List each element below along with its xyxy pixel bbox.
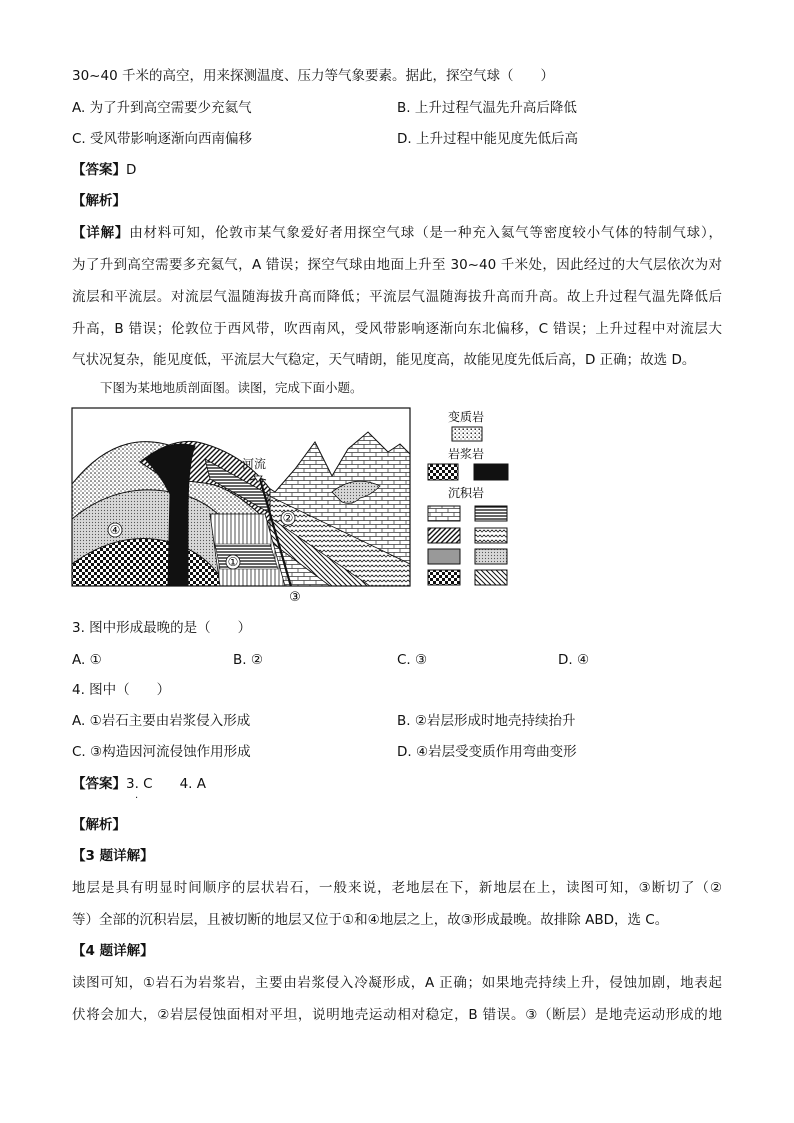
legend-sedimentary-label: 沉积岩: [448, 486, 485, 500]
detail3-line-2: 等）全部的沉积岩层，且被切断的地层又位于①和④地层之上，故③形成最晚。故排除 ABD，选 C。: [72, 912, 669, 928]
figure-legend: [428, 409, 508, 585]
q4-option-c[interactable]: C. ③构造因河流侵蚀作用形成: [72, 744, 251, 760]
q34-answer: 【答案】3. C 4. A: [72, 776, 207, 792]
river-label: 河流: [242, 457, 267, 471]
q2-detail-line-3: 流层和平流层。对流层气温随海拔升高而降低；平流层气温随海拔升高而升高。故上升过程气温先降低后: [72, 289, 722, 305]
q2-stem: 30~40 千米的高空，用来探测温度、压力等气象要素。据此，探空气球（ ）: [72, 68, 554, 84]
marker-2: ②: [282, 511, 294, 525]
q2-analysis-label: 【解析】: [72, 193, 126, 209]
q3-option-c[interactable]: C. ③: [397, 652, 428, 668]
q2-detail-line-4: 升高，B 错误；伦敦位于西风带，吹西南风，受风带影响逐渐向东北偏移，C 错误；上升过程中对流层大: [72, 321, 722, 337]
detail4-line-2: 伏将会加大，②岩层侵蚀面相对平坦，说明地壳运动相对稳定，B 错误。③（断层）是地壳运动形成的地: [72, 1007, 722, 1023]
figure-caption: 下图为某地地质剖面图。读图，完成下面小题。: [100, 380, 363, 395]
detail4-line-1: 读图可知，①岩石为岩浆岩，主要由岩浆侵入冷凝形成，A 正确；如果地壳持续上升，侵蚀加剧，地表起: [72, 975, 722, 991]
legend-igneous-label: 岩浆岩: [448, 447, 485, 461]
q2-option-b[interactable]: B. 上升过程气温先升高后降低: [397, 100, 577, 116]
q4-option-b[interactable]: B. ②岩层形成时地壳持续抬升: [397, 713, 576, 729]
legend-metamorphic-label: 变质岩: [448, 410, 485, 424]
marker-3: ③: [289, 590, 301, 604]
q2-detail-line-5: 气状况复杂，能见度低，平流层大气稳定，天气晴朗，能见度高，故能见度先低后高，D 正确；故选 D。: [72, 352, 696, 368]
q4-option-a[interactable]: A. ①岩石主要由岩浆侵入形成: [72, 713, 251, 729]
q4-option-d[interactable]: D. ④岩层受变质作用弯曲变形: [397, 744, 577, 760]
q34-analysis-label: 【解析】: [72, 817, 126, 833]
q3-stem: 3. 图中形成最晚的是（ ）: [72, 620, 252, 636]
stray-dot: ·: [135, 793, 139, 804]
q2-answer: 【答案】D: [72, 162, 137, 178]
q2-detail-line-2: 为了升到高空需要多充氦气，A 错误；探空气球由地面上升至 30~40 千米处，因此经过的大气层依次为对: [72, 257, 722, 273]
q3-option-d[interactable]: D. ④: [558, 652, 590, 668]
detail4-label: 【4 题详解】: [72, 943, 154, 959]
q3-option-b[interactable]: B. ②: [233, 652, 263, 668]
geologic-cross-section: [70, 404, 520, 604]
detail3-label: 【3 题详解】: [72, 848, 154, 864]
q2-option-a[interactable]: A. 为了升到高空需要少充氦气: [72, 100, 252, 116]
q4-stem: 4. 图中（ ）: [72, 682, 171, 698]
detail3-line-1: 地层是具有明显时间顺序的层状岩石，一般来说，老地层在下，新地层在上，读图可知，③断切了（②: [72, 880, 722, 896]
marker-4: ④: [109, 523, 121, 537]
marker-1: ①: [227, 555, 239, 569]
q3-option-a[interactable]: A. ①: [72, 652, 102, 668]
q2-detail-line-1: 【详解】由材料可知，伦敦市某气象爱好者用探空气球（是一种充入氦气等密度较小气体的特制气球），: [72, 225, 723, 241]
q2-option-d[interactable]: D. 上升过程中能见度先低后高: [397, 131, 578, 147]
q2-option-c[interactable]: C. 受风带影响逐渐向西南偏移: [72, 131, 253, 147]
